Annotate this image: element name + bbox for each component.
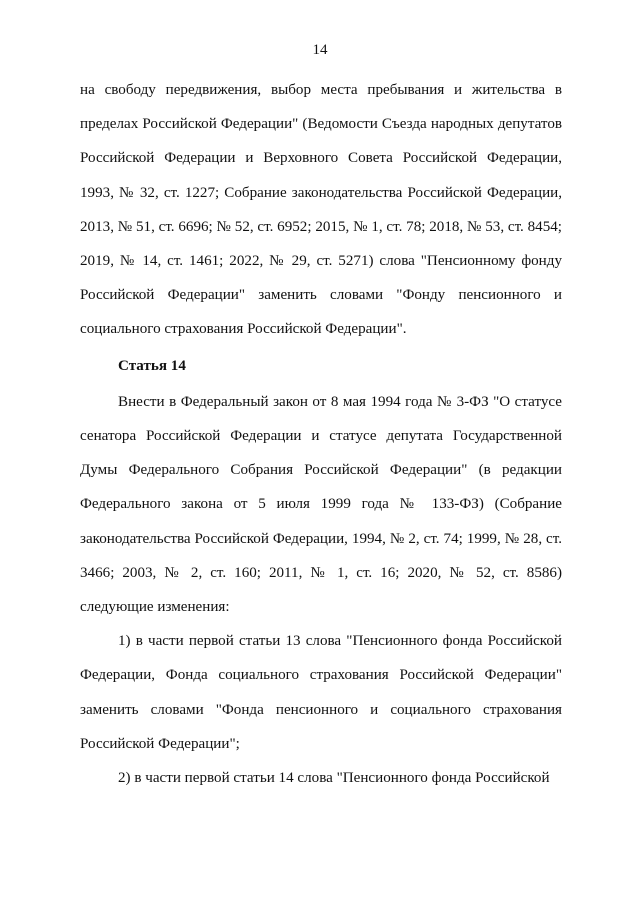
list-item-amendment-2: 2) в части первой статьи 14 слова "Пенсионного фонда Российской bbox=[118, 770, 550, 787]
paragraph-article-intro: Внести в Федеральный закон от 8 мая 1994 года № 3-ФЗ "О статусе сенатора Российской Федерации и статусе депутата Государственной Думы Федерального Собрания Российской Федерации" (в редакции Федерального закона от 5 июля 1999 года № 133-ФЗ) (Собрание законодательства Российской Федерации, 1994, № 2, ст. 74; 1999, № 28, ст. 3466; 2003, № 2, ст. 160; 2011, № 1, ст. 16; 2020, № 52, ст. 8586) следующие изменения: bbox=[80, 393, 562, 616]
list-item-amendment-1: 1) в части первой статьи 13 слова "Пенсионного фонда Российской Федерации, Фонда социального страхования Российской Федерации" заменить словами "Фонда пенсионного и социального страхования Российской Федерации"; bbox=[80, 633, 562, 752]
document-body bbox=[80, 73, 562, 795]
page-number: 14 bbox=[312, 42, 328, 58]
article-heading: Статья 14 bbox=[118, 357, 186, 374]
paragraph-continuation: на свободу передвижения, выбор места пребывания и жительства в пределах Российской Федерации" (Ведомости Съезда народных депутатов Российской Федерации и Верховного Совета Российской Федерации, 1993, № 32, ст. 1227; Собрание законодательства Российской Федерации, 2013, № 51, ст. 6696; № 52, ст. 6952; 2015, № 1, ст. 78; 2018, № 53, ст. 8454; 2019, № 14, ст. 1461; 2022, № 29, ст. 5271) слова "Пенсионному фонду Российской Федерации" заменить словами "Фонду пенсионного и социального страхования Российской Федерации". bbox=[80, 82, 562, 338]
